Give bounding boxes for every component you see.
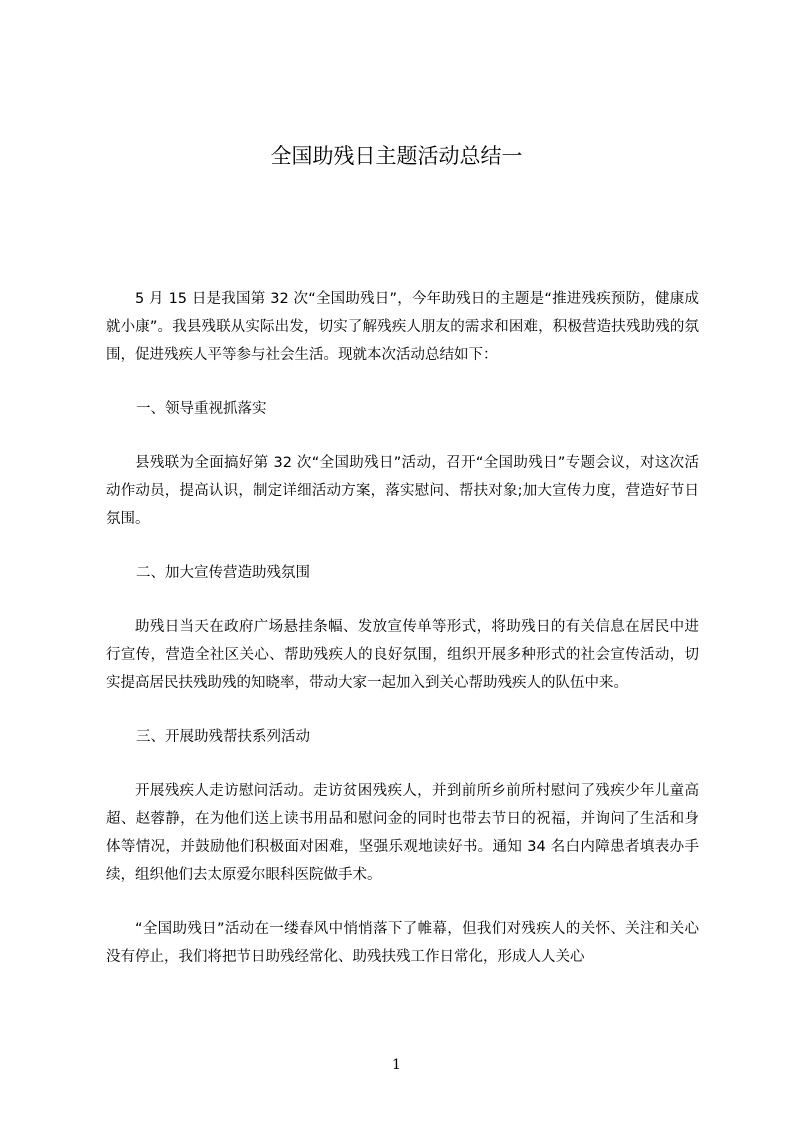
- section-heading-1: 一、领导重视抓落实: [136, 401, 267, 417]
- closing-paragraph: “全国助残日”活动在一缕春风中悄悄落下了帷幕，但我们对残疾人的关怀、关注和关心没有停止，我们将把节日助残经常化、助残扶残工作日常化，形成人人关心: [106, 921, 699, 965]
- document-body: [106, 285, 699, 971]
- intro-paragraph: 5 月 15 日是我国第 32 次“全国助残日”，今年助残日的主题是“推进残疾预防，健康成就小康”。我县残联从实际出发，切实了解残疾人朋友的需求和困难，积极营造扶残助残的氛围，促进残疾人平等参与社会生活。现就本次活动总结如下：: [106, 291, 699, 363]
- section-heading-3: 三、开展助残帮扶系列活动: [136, 729, 310, 745]
- page-number: 1: [392, 1057, 401, 1073]
- document-title: 全国助残日主题活动总结一: [270, 144, 523, 168]
- section-body-1: 县残联为全面搞好第 32 次“全国助残日”活动，召开“全国助残日”专题会议，对这次活动作动员，提高认识，制定详细活动方案，落实慰问、帮扶对象;加大宣传力度，营造好节日氛围。: [106, 455, 699, 527]
- section-body-2: 助残日当天在政府广场悬挂条幅、发放宣传单等形式，将助残日的有关信息在居民中进行宣传，营造全社区关心、帮助残疾人的良好氛围，组织开展多种形式的社会宣传活动，切实提高居民扶残助残的知晓率，带动大家一起加入到关心帮助残疾人的队伍中来。: [106, 619, 699, 691]
- section-body-3: 开展残疾人走访慰问活动。走访贫困残疾人，并到前所乡前所村慰问了残疾少年儿童高超、赵蓉静，在为他们送上读书用品和慰问金的同时也带去节日的祝福，并询问了生活和身体等情况，并鼓励他们积极面对困难，坚强乐观地读好书。通知 34 名白内障患者填表办手续，组织他们去太原爱尔眼科医院做手术。: [106, 783, 699, 883]
- section-heading-2: 二、加大宣传营造助残氛围: [136, 565, 310, 581]
